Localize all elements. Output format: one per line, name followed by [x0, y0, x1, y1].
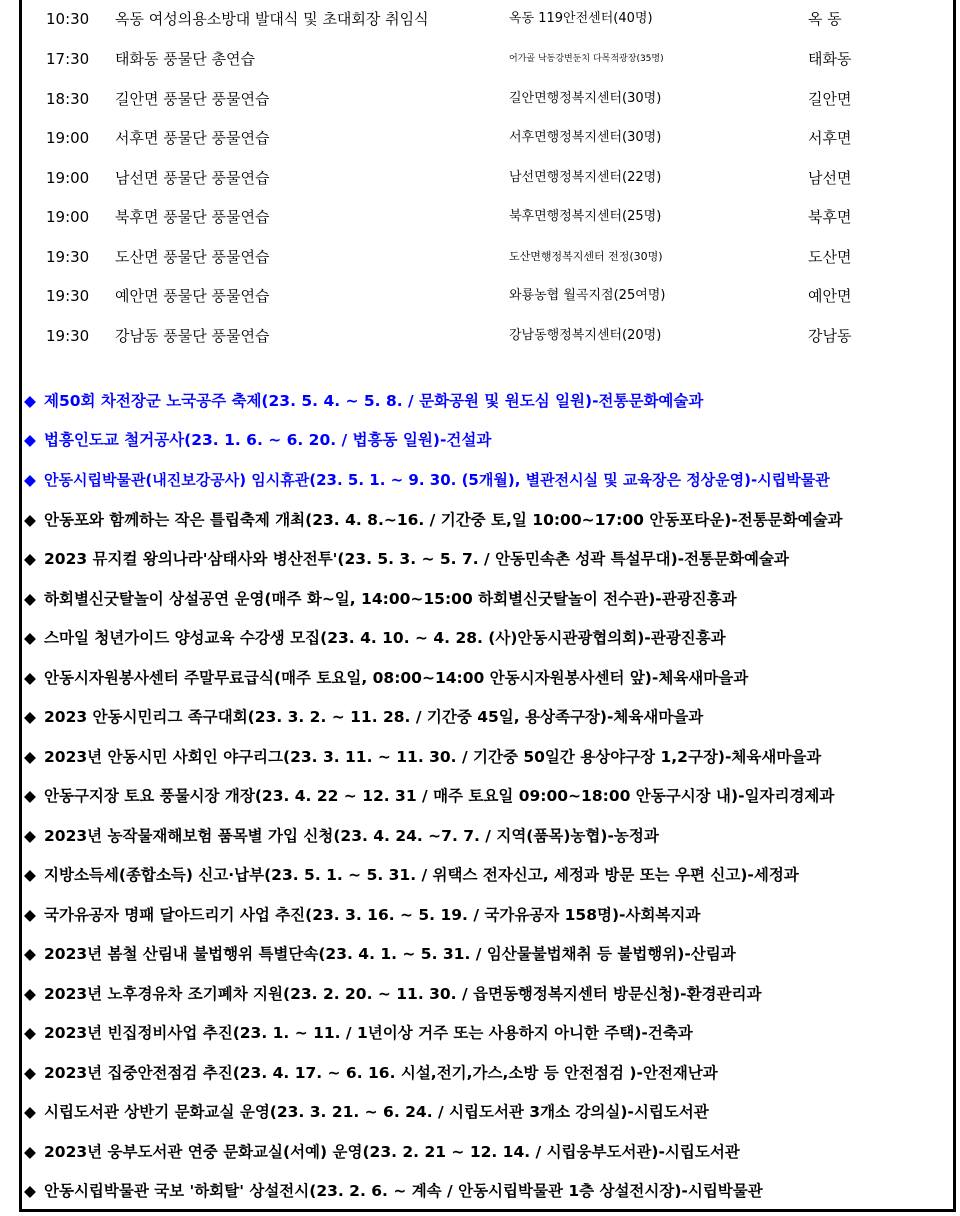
- schedule-place: 와룡농협 월곡지점(25여명): [509, 288, 666, 303]
- schedule-event: 서후면 풍물단 풍물연습: [115, 129, 270, 147]
- notice-item: [24, 936, 736, 972]
- schedule-place: 옥동 119안전센터(40명): [509, 11, 653, 26]
- schedule-place: 북후면행정복지센터(25명): [509, 209, 662, 224]
- diamond-bullet-icon: ◆: [24, 906, 36, 924]
- diamond-bullet-icon: ◆: [24, 1182, 36, 1200]
- schedule-place: 서후면행정복지센터(30명): [509, 130, 662, 145]
- schedule-time: 19:00: [46, 169, 90, 187]
- notice-text: 2023년 봄철 산림내 불법행위 특별단속(23. 4. 1. ~ 5. 31. / 임산물불법채취 등 불법행위)-산림과: [44, 945, 736, 963]
- schedule-dept: 길안면: [808, 90, 852, 108]
- diamond-bullet-icon: ◆: [24, 866, 36, 884]
- notice-item: [24, 1173, 763, 1209]
- diamond-bullet-icon: ◆: [24, 945, 36, 963]
- notice-item: [24, 1015, 693, 1051]
- schedule-row: [0, 159, 960, 197]
- notice-item: [24, 541, 789, 577]
- notice-text: 2023년 안동시민 사회인 야구리그(23. 3. 11. ~ 11. 30. / 기간중 50일간 용상야구장 1,2구장)-체육새마을과: [44, 748, 822, 766]
- notice-text: 안동시자원봉사센터 주말무료급식(매주 토요일, 08:00~14:00 안동시자원봉사센터 앞)-체육새마을과: [44, 669, 749, 687]
- schedule-time: 19:00: [46, 129, 90, 147]
- notice-text: 지방소득세(종합소득) 신고·납부(23. 5. 1. ~ 5. 31. / 위택스 전자신고, 세정과 방문 또는 우편 신고)-세정과: [44, 866, 799, 884]
- schedule-time: 10:30: [46, 10, 90, 28]
- notice-item: [24, 581, 737, 617]
- notice-text: 안동포와 함께하는 작은 틀립축제 개최(23. 4. 8.~16. / 기간중 토,일 10:00~17:00 안동포타운)-전통문화예술과: [44, 511, 843, 529]
- schedule-event: 강남동 풍물단 풍물연습: [115, 327, 270, 345]
- schedule-time: 18:30: [46, 90, 90, 108]
- schedule-place: 어가골 낙동강변둔치 다목적광장(35명): [509, 54, 664, 64]
- diamond-bullet-icon: ◆: [24, 511, 36, 529]
- schedule-time: 17:30: [46, 50, 90, 68]
- schedule-dept: 예안면: [808, 287, 852, 305]
- diamond-bullet-icon: ◆: [24, 1024, 36, 1042]
- diamond-bullet-icon: ◆: [24, 985, 36, 1003]
- schedule-event: 길안면 풍물단 풍물연습: [115, 90, 270, 108]
- schedule-row: [0, 80, 960, 118]
- schedule-row: [0, 238, 960, 276]
- schedule-row: [0, 198, 960, 236]
- diamond-bullet-icon: ◆: [24, 471, 36, 489]
- notice-text: 2023 안동시민리그 족구대회(23. 3. 2. ~ 11. 28. / 기간중 45일, 용상족구장)-체육새마을과: [44, 708, 704, 726]
- diamond-bullet-icon: ◆: [24, 392, 36, 410]
- schedule-row: [0, 119, 960, 157]
- notice-text: 2023 뮤지컬 왕의나라'삼태사와 병산전투'(23. 5. 3. ~ 5. 7. / 안동민속촌 성곽 특설무대)-전통문화예술과: [44, 550, 789, 568]
- notice-text: 2023년 노후경유차 조기폐차 지원(23. 2. 20. ~ 11. 30. / 읍면동행정복지센터 방문신청)-환경관리과: [44, 985, 762, 1003]
- notice-item: [24, 739, 821, 775]
- notice-text: 안동구지장 토요 풍물시장 개장(23. 4. 22 ~ 12. 31 / 매주 토요일 09:00~18:00 안동구시장 내)-일자리경제과: [44, 787, 835, 805]
- diamond-bullet-icon: ◆: [24, 748, 36, 766]
- schedule-time: 19:30: [46, 287, 90, 305]
- notice-text: 안동시립박물관 국보 '하회탈' 상설전시(23. 2. 6. ~ 계속 / 안동시립박물관 1층 상설전시장)-시립박물관: [44, 1182, 763, 1200]
- diamond-bullet-icon: ◆: [24, 669, 36, 687]
- notice-item: [24, 462, 830, 498]
- notice-item: [24, 897, 700, 933]
- schedule-dept: 도산면: [808, 248, 852, 266]
- notice-item: [24, 857, 799, 893]
- schedule-event: 북후면 풍물단 풍물연습: [115, 208, 270, 226]
- diamond-bullet-icon: ◆: [24, 827, 36, 845]
- schedule-row: [0, 277, 960, 315]
- notice-item: [24, 1094, 709, 1130]
- notice-item: [24, 976, 761, 1012]
- notice-text: 2023년 웅부도서관 연중 문화교실(서예) 운영(23. 2. 21 ~ 12. 14. / 시립웅부도서관)-시립도서관: [44, 1143, 740, 1161]
- schedule-event: 도산면 풍물단 풍물연습: [115, 248, 270, 266]
- diamond-bullet-icon: ◆: [24, 708, 36, 726]
- diamond-bullet-icon: ◆: [24, 787, 36, 805]
- schedule-event: 태화동 풍물단 총연습: [115, 50, 255, 68]
- schedule-place: 도산면행정복지센터 전정(30명): [509, 250, 663, 263]
- schedule-dept: 강남동: [808, 327, 852, 345]
- notice-text: 법흥인도교 철거공사(23. 1. 6. ~ 6. 20. / 법흥동 일원)-건설과: [44, 431, 492, 449]
- notice-text: 하회별신굿탈놀이 상설공연 운영(매주 화~일, 14:00~15:00 하회별신굿탈놀이 전수관)-관광진흥과: [44, 590, 737, 608]
- notice-text: 스마일 청년가이드 양성교육 수강생 모집(23. 4. 10. ~ 4. 28. (사)안동시관광협의회)-관광진흥과: [44, 629, 726, 647]
- notice-item: [24, 1055, 718, 1091]
- notice-text: 시립도서관 상반기 문화교실 운영(23. 3. 21. ~ 6. 24. / 시립도서관 3개소 강의실)-시립도서관: [44, 1103, 709, 1121]
- notice-item: [24, 818, 659, 854]
- notice-text: 2023년 농작물재해보험 품목별 가입 신청(23. 4. 24. ~7. 7. / 지역(품목)농협)-농정과: [44, 827, 659, 845]
- notice-item: [24, 660, 748, 696]
- schedule-event: 남선면 풍물단 풍물연습: [115, 169, 270, 187]
- diamond-bullet-icon: ◆: [24, 629, 36, 647]
- notice-text: 안동시립박물관(내진보강공사) 임시휴관(23. 5. 1. ~ 9. 30. (5개월), 별관전시실 및 교육장은 정상운영)-시립박물관: [44, 471, 830, 489]
- schedule-dept: 옥 동: [808, 10, 842, 28]
- notice-text: 2023년 집중안전점검 추진(23. 4. 17. ~ 6. 16. 시설,전기,가스,소방 등 안전점검 )-안전재난과: [44, 1064, 718, 1082]
- schedule-row: [0, 0, 960, 38]
- schedule-dept: 남선면: [808, 169, 852, 187]
- notice-text: 2023년 빈집정비사업 추진(23. 1. ~ 11. / 1년이상 거주 또는 사용하지 아니한 주택)-건축과: [44, 1024, 693, 1042]
- schedule-time: 19:30: [46, 248, 90, 266]
- schedule-place: 길안면행정복지센터(30명): [509, 91, 662, 106]
- schedule-time: 19:30: [46, 327, 90, 345]
- diamond-bullet-icon: ◆: [24, 590, 36, 608]
- diamond-bullet-icon: ◆: [24, 550, 36, 568]
- schedule-event: 옥동 여성의용소방대 발대식 및 초대회장 취임식: [115, 10, 429, 28]
- schedule-place: 남선면행정복지센터(22명): [509, 170, 662, 185]
- schedule-dept: 서후면: [808, 129, 852, 147]
- schedule-place: 강남동행정복지센터(20명): [509, 328, 662, 343]
- diamond-bullet-icon: ◆: [24, 1064, 36, 1082]
- notice-item: [24, 778, 834, 814]
- notice-item: [24, 422, 491, 458]
- diamond-bullet-icon: ◆: [24, 431, 36, 449]
- schedule-event: 예안면 풍물단 풍물연습: [115, 287, 270, 305]
- diamond-bullet-icon: ◆: [24, 1103, 36, 1121]
- diamond-bullet-icon: ◆: [24, 1143, 36, 1161]
- notice-item: [24, 699, 703, 735]
- notice-item: [24, 502, 843, 538]
- schedule-row: [0, 317, 960, 355]
- schedule-row: [0, 40, 960, 78]
- notice-item: [24, 383, 703, 419]
- notice-text: 국가유공자 명패 달아드리기 사업 추진(23. 3. 16. ~ 5. 19. / 국가유공자 158명)-사회복지과: [44, 906, 701, 924]
- schedule-dept: 북후면: [808, 208, 852, 226]
- notice-text: 제50회 차전장군 노국공주 축제(23. 5. 4. ~ 5. 8. / 문화공원 및 원도심 일원)-전통문화예술과: [44, 392, 704, 410]
- notice-item: [24, 620, 726, 656]
- notice-item: [24, 1134, 740, 1170]
- schedule-time: 19:00: [46, 208, 90, 226]
- schedule-dept: 태화동: [808, 50, 852, 68]
